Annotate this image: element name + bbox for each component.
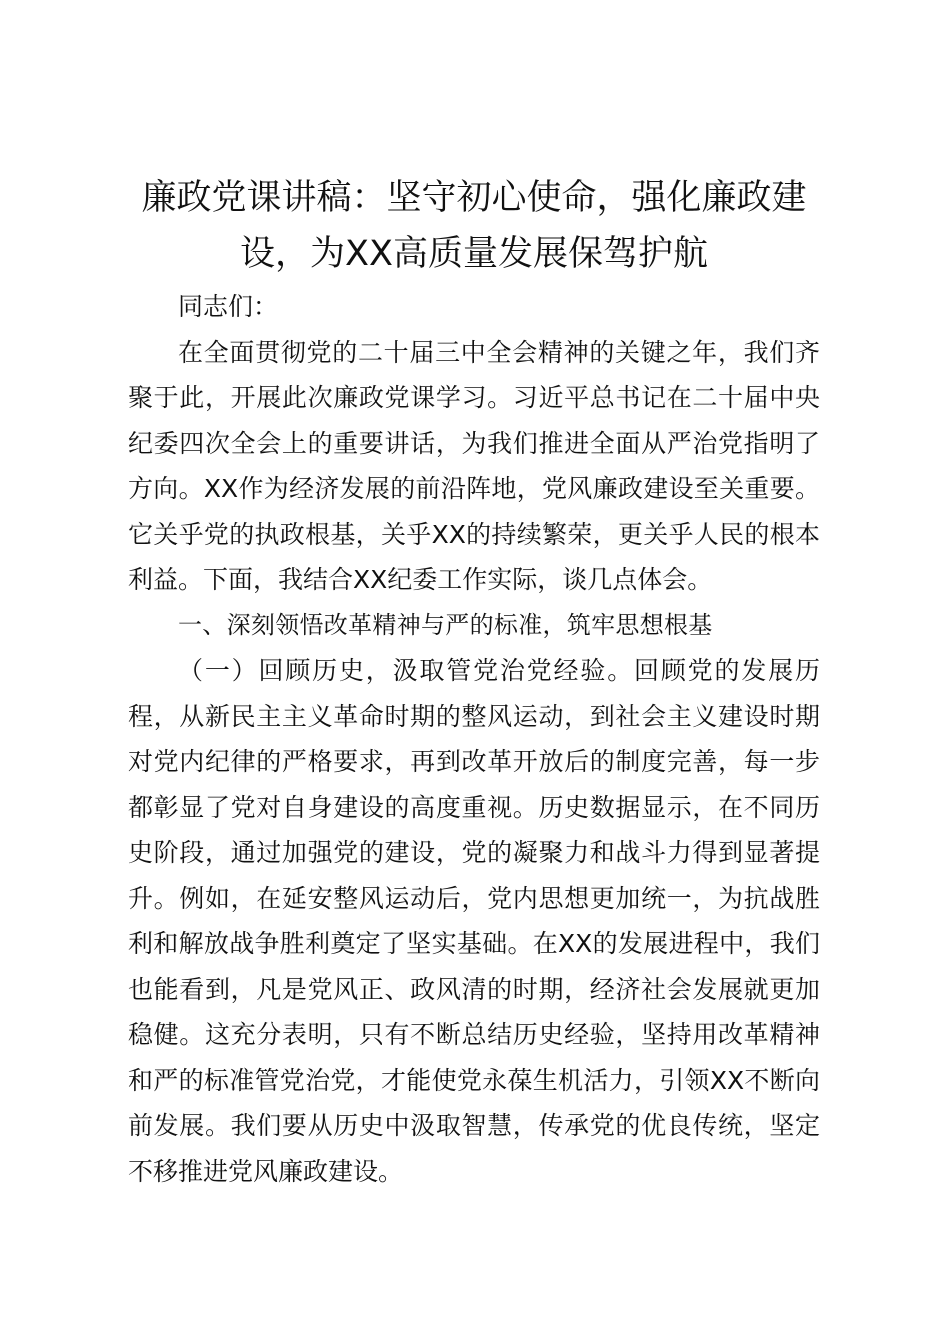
section-paragraph: （一）回顾历史，汲取管党治党经验。回顾党的发展历程，从新民主主义革命时期的整风运动，到社会主义建设时期对党内纪律的严格要求，再到改革开放后的制度完善，每一步都彰显了党对自身建设的高度重视。历史数据显示，在不同历史阶段，通过加强党的建设，党的凝聚力和战斗力得到显著提升。例如，在延安整风运动后，党内思想更加统一，为抗战胜利和解放战争胜利奠定了坚实基础。在XX的发展进程中，我们也能看到，凡是党风正、政风清的时期，经济社会发展就更加稳健。这充分表明，只有不断总结历史经验，坚持用改革精神和严的标准管党治党，才能使党永葆生机活力，引领XX不断向前发展。我们要从历史中汲取智慧，传承党的优良传统，坚定不移推进党风廉政建设。 <box>128 656 820 1186</box>
section-heading: 一、深刻领悟改革精神与严的标准，筑牢思想根基 <box>178 610 713 639</box>
document-body <box>128 284 820 1194</box>
document-page <box>128 170 820 1194</box>
greeting: 同志们： <box>178 292 279 321</box>
document-title: 廉政党课讲稿：坚守初心使命，强化廉政建设，为XX高质量发展保驾护航 <box>141 178 807 274</box>
intro-paragraph: 在全面贯彻党的二十届三中全会精神的关键之年，我们齐聚于此，开展此次廉政党课学习。习近平总书记在二十届中央纪委四次全会上的重要讲话，为我们推进全面从严治党指明了方向。XX作为经济发展的前沿阵地，党风廉政建设至关重要。它关乎党的执政根基，关乎XX的持续繁荣，更关乎人民的根本利益。下面，我结合XX纪委工作实际，谈几点体会。 <box>128 337 820 594</box>
